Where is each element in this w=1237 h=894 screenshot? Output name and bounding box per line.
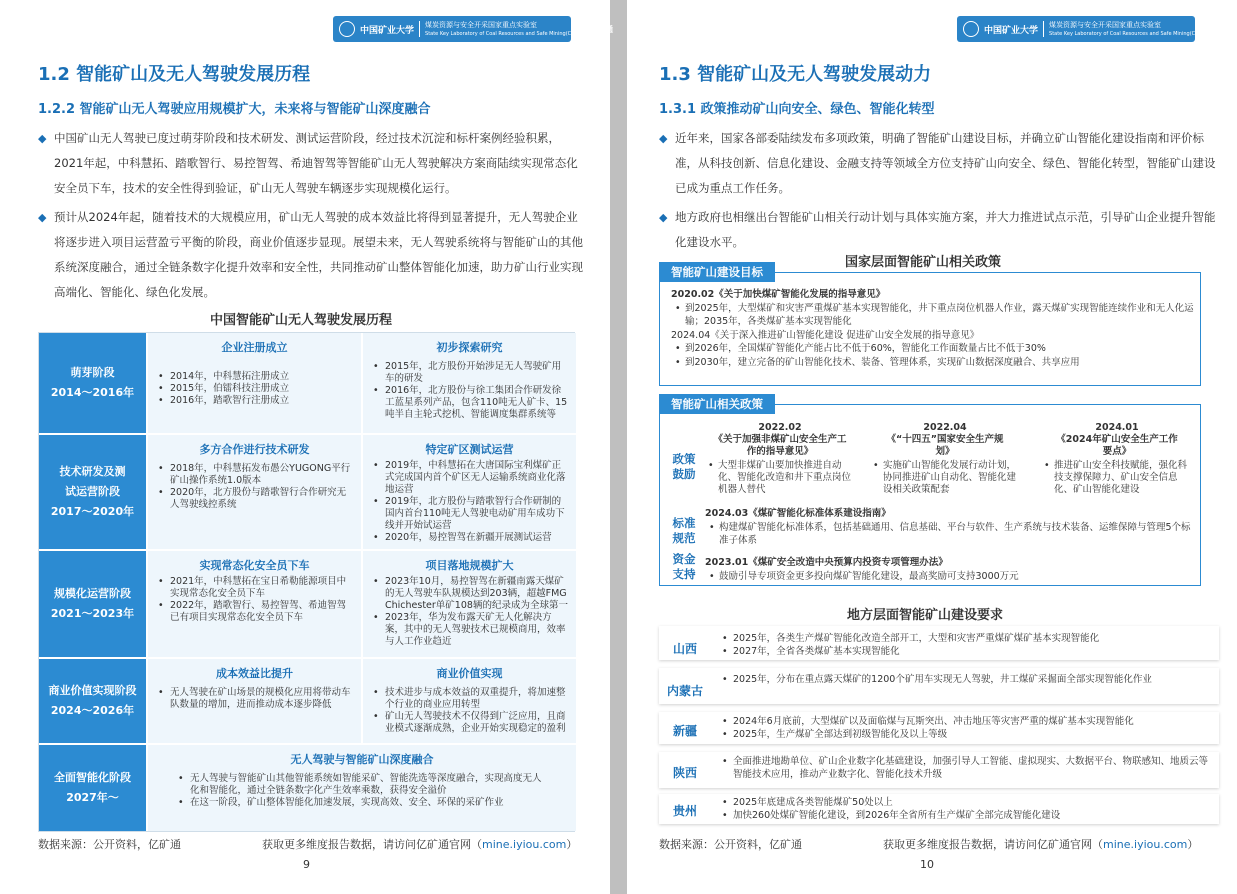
- stage-cell: 成本效益比提升 • 无人驾驶在矿山场景的规模化应用将带动车队数量的增加，进而推动成本逐步降低: [146, 659, 361, 745]
- stage-cell: 实现常态化安全员下车 • 2021年，中科慧拓在宝日希勒能源项目中实现常态化安全员下车 • 2022年，踏歌智行、易控智驾、希迪智驾已有项目实现常态化安全员下车: [146, 551, 361, 659]
- logo-lab-name: 煤炭资源与安全开采国家重点实验室 State Key Laboratory of Coal Resources and Safe Mining(CUMT): [425, 20, 585, 37]
- province-row: 贵州 • 2025年底建成各类智能煤矿50处以上 • 加快260处煤矿智能化建设，到2026年全省所有生产煤矿全部完成智能化建设: [659, 794, 1219, 824]
- stage-label: 技术研发及测试运营阶段 2017～2020年: [39, 435, 146, 551]
- standard-content: 2024.03《煤矿智能化标准体系建设指南》 • 构建煤矿智能化标准体系，包括基础通用、信息基础、平台与软件、生产系统与技术装备、运维保障与管理5个标准子体系: [705, 507, 1195, 548]
- goal-tab: 智能矿山建设目标: [659, 262, 775, 282]
- website-note: 获取更多维度报告数据，请访问亿矿通官网（mine.iyiou.com）: [883, 838, 1199, 851]
- province-row: 内蒙古 • 2025年，分布在重点露天煤矿的1200个矿用车实现无人驾驶，井工煤矿采掘面全部实现智能化作业: [659, 668, 1219, 704]
- standard-label: 标准规范: [672, 516, 696, 545]
- logo-divider: [419, 21, 420, 37]
- subsection-title: 1.3.1 政策推动矿山向安全、绿色、智能化转型: [659, 102, 935, 117]
- stage-cell: 商业价值实现 • 技术进步与成本效益的双重提升，将加速整个行业的商业应用转型 • 矿山无人驾驶技术不仅得到广泛应用，且商业模式逐渐成熟，企业开始实现稳定的盈利: [361, 659, 576, 745]
- logo-brand: 亿矿通: [1213, 24, 1237, 34]
- section-title: 1.2 智能矿山及无人驾驶发展历程: [38, 64, 311, 85]
- local-policy-title: 地方层面智能矿山建设要求: [847, 608, 1004, 623]
- data-source: 数据来源：公开资料，亿矿通: [38, 838, 181, 851]
- page-number: 9: [303, 858, 310, 871]
- header-logo: [333, 16, 614, 42]
- stage-cell: 初步探索研究 • 2015年，北方股份开始涉足无人驾驶矿用车的研发 • 2016年，北方股份与徐工集团合作研发徐工蓝星系列产品，包含110吨无人矿卡、15吨半自主轮式挖机、智能调度集群系统等: [361, 333, 576, 435]
- header-logo: [957, 16, 1237, 42]
- diamond-bullet-icon: ◆: [38, 132, 47, 145]
- province-name: 新疆: [672, 724, 697, 738]
- logo-university-name: 中国矿业大学: [984, 25, 1039, 36]
- province-name: 贵州: [672, 804, 697, 818]
- diamond-bullet-icon: ◆: [659, 132, 668, 145]
- stage-cell: 特定矿区测试运营 • 2019年，中科慧拓在大唐国际宝利煤矿正式完成国内首个矿区无人运输系统商业化落地运营 • 2019年，北方股份与踏歌智行合作研制的国内首台110吨无人驾驶电动矿用车成功下线并开始试运营 • 2020年，易控智驾在新疆开展测试运营: [361, 435, 576, 551]
- stage-label: 全面智能化阶段 2027年～: [39, 745, 146, 831]
- diamond-bullet-icon: ◆: [659, 211, 668, 224]
- left-page: [0, 0, 614, 894]
- policy-column: 2022.02 《关于加强非煤矿山安全生产工作的指导意见》 • 大型非煤矿山要加快推进自动化、智能化改造和井下重点岗位机器人替代: [705, 422, 855, 496]
- province-name: 内蒙古: [666, 684, 703, 698]
- website-link[interactable]: mine.iyiou.com: [1103, 838, 1188, 851]
- paragraph: ◆ 地方政府也相继出台智能矿山相关行动计划与具体实施方案，并大力推进试点示范，引导矿山企业提升智能化建设水平。: [659, 205, 1219, 255]
- goal-content: 2020.02《关于加快煤矿智能化发展的指导意见》 • 到2025年，大型煤矿和灾害严重煤矿基本实现智能化，井下重点岗位机器人作业，露天煤矿实现智能连续作业和无人化运输；2035年，各类煤矿基本实现智能化 2024.04《关于深入推进矿山智能化建设 促进矿山安全发展的指导意见》 • 到2026年，全国煤矿智能化产能占比不低于60%，智能化工作面数量占比不低于30% • 到2030年，建立完备的矿山智能化技术、装备、管理体系，实现矿山数据深度融合、共享应用: [671, 288, 1196, 369]
- stage-cell: 企业注册成立 • 2014年，中科慧拓注册成立 • 2015年，伯镭科技注册成立 • 2016年，踏歌智行注册成立: [146, 333, 361, 435]
- policy-tab: 智能矿山相关政策: [659, 394, 775, 414]
- stage-cell: 多方合作进行技术研发 • 2018年，中科慧拓发布愚公YUGONG平行矿山操作系统1.0版本 • 2020年，北方股份与踏歌智行合作研究无人驾驶线控系统: [146, 435, 361, 551]
- stage-label: 萌芽阶段 2014～2016年: [39, 333, 146, 435]
- fund-content: 2023.01《煤矿安全改造中央预算内投资专项管理办法》 • 鼓励引导专项资金更多投向煤矿智能化建设，最高奖励可支持3000万元: [705, 556, 1195, 583]
- website-link[interactable]: mine.iyiou.com: [482, 838, 567, 851]
- province-name: 山西: [672, 642, 697, 656]
- paragraph: ◆ 近年来，国家各部委陆续发布多项政策，明确了智能矿山建设目标，并确立矿山智能化建设指南和评价标准，从科技创新、信息化建设、金融支持等领域全方位支持矿山向安全、绿色、智能化转型，智能矿山建设已成为重点工作任务。: [659, 126, 1219, 201]
- page-number: 10: [920, 858, 934, 871]
- section-title: 1.3 智能矿山及无人驾驶发展动力: [659, 64, 932, 85]
- right-page: [627, 0, 1237, 894]
- logo-lab-name: 煤炭资源与安全开采国家重点实验室 State Key Laboratory of Coal Resources and Safe Mining(CUMT): [1049, 20, 1209, 37]
- province-row: 陕西 • 全面推进地勘单位、矿山企业数字化基础建设，加强引导人工智能、虚拟现实、大数据平台、物联感知、地质云等智能技术应用，推动产业数字化、智能化技术升级: [659, 752, 1219, 788]
- university-emblem-icon: [963, 21, 979, 37]
- province-name: 陕西: [672, 766, 697, 780]
- paragraph: ◆ 中国矿山无人驾驶已度过萌芽阶段和技术研发、测试运营阶段，经过技术沉淀和标杆案例经验积累，2021年起，中科慧拓、踏歌智行、易控智驾、希迪智驾等智能矿山无人驾驶解决方案商陆续实现常态化安全员下车，技术的安全性得到验证，矿山无人驾驶车辆逐步实现规模化运行。: [38, 126, 588, 201]
- website-note: 获取更多维度报告数据，请访问亿矿通官网（mine.iyiou.com）: [262, 838, 578, 851]
- fund-label: 资金支持: [672, 552, 696, 581]
- subsection-title: 1.2.2 智能矿山无人驾驶应用规模扩大，未来将与智能矿山深度融合: [38, 102, 431, 117]
- data-source: 数据来源：公开资料，亿矿通: [659, 838, 802, 851]
- stage-cell: 项目落地规模扩大 • 2023年10月，易控智驾在新疆南露天煤矿的无人驾驶车队规模达到203辆，超越FMG Chichester单矿108辆的纪录成为全球第一 • 2023年，华为发布露天矿无人化解决方案，其中的无人驾驶技术已规模商用，效率与人工作业趋近: [361, 551, 576, 659]
- logo-university-name: 中国矿业大学: [360, 25, 415, 36]
- policy-column: 2022.04 《“十四五”国家安全生产规划》 • 实施矿山智能化发展行动计划，协同推进矿山自动化、智能化建设相关政策配套: [870, 422, 1020, 496]
- timeline-title: 中国智能矿山无人驾驶发展历程: [210, 313, 393, 328]
- national-policy-title: 国家层面智能矿山相关政策: [845, 255, 1002, 270]
- encourage-label: 政策鼓励: [672, 452, 696, 481]
- stage-label: 规模化运营阶段 2021～2023年: [39, 551, 146, 659]
- paragraph: ◆ 预计从2024年起，随着技术的大规模应用，矿山无人驾驶的成本效益比将得到显著提升，无人驾驶企业将逐步进入项目运营盈亏平衡的阶段，商业价值逐步显现。展望未来，无人驾驶系统将与智能矿山的其他系统深度融合，通过全链条数字化提升效率和安全性，共同推动矿山整体智能化加速，助力矿山行业实现高端化、智能化、绿色化发展。: [38, 205, 588, 305]
- university-emblem-icon: [339, 21, 355, 37]
- logo-divider: [1043, 21, 1044, 37]
- stage-label: 商业价值实现阶段 2024～2026年: [39, 659, 146, 745]
- province-row: 山西 • 2025年，各类生产煤矿智能化改造全部开工，大型和灾害严重煤矿煤矿基本实现智能化 • 2027年，全省各类煤矿基本实现智能化: [659, 626, 1219, 660]
- timeline-table: [38, 332, 575, 832]
- diamond-bullet-icon: ◆: [38, 211, 47, 224]
- stage-cell: 无人驾驶与智能矿山深度融合 • 无人驾驶与智能矿山其他智能系统如智能采矿、智能洗选等深度融合，实现高度无人化和智能化，通过全链条数字化产生效率乘数，获得安全溢价 • 在这一阶段，矿山整体智能化加速发展，实现高效、安全、环保的采矿作业: [146, 745, 576, 831]
- province-row: 新疆 • 2024年6月底前，大型煤矿以及面临煤与瓦斯突出、冲击地压等灾害严重的煤矿基本实现智能化 • 2025年，生产煤矿全部达到初级智能化及以上等级: [659, 712, 1219, 744]
- logo-brand: 亿矿通: [589, 24, 614, 34]
- policy-column: 2024.01 《2024年矿山安全生产工作要点》 • 推进矿山安全科技赋能，强化科技支撑保障力、矿山安全信息化、矿山智能化建设: [1041, 422, 1193, 496]
